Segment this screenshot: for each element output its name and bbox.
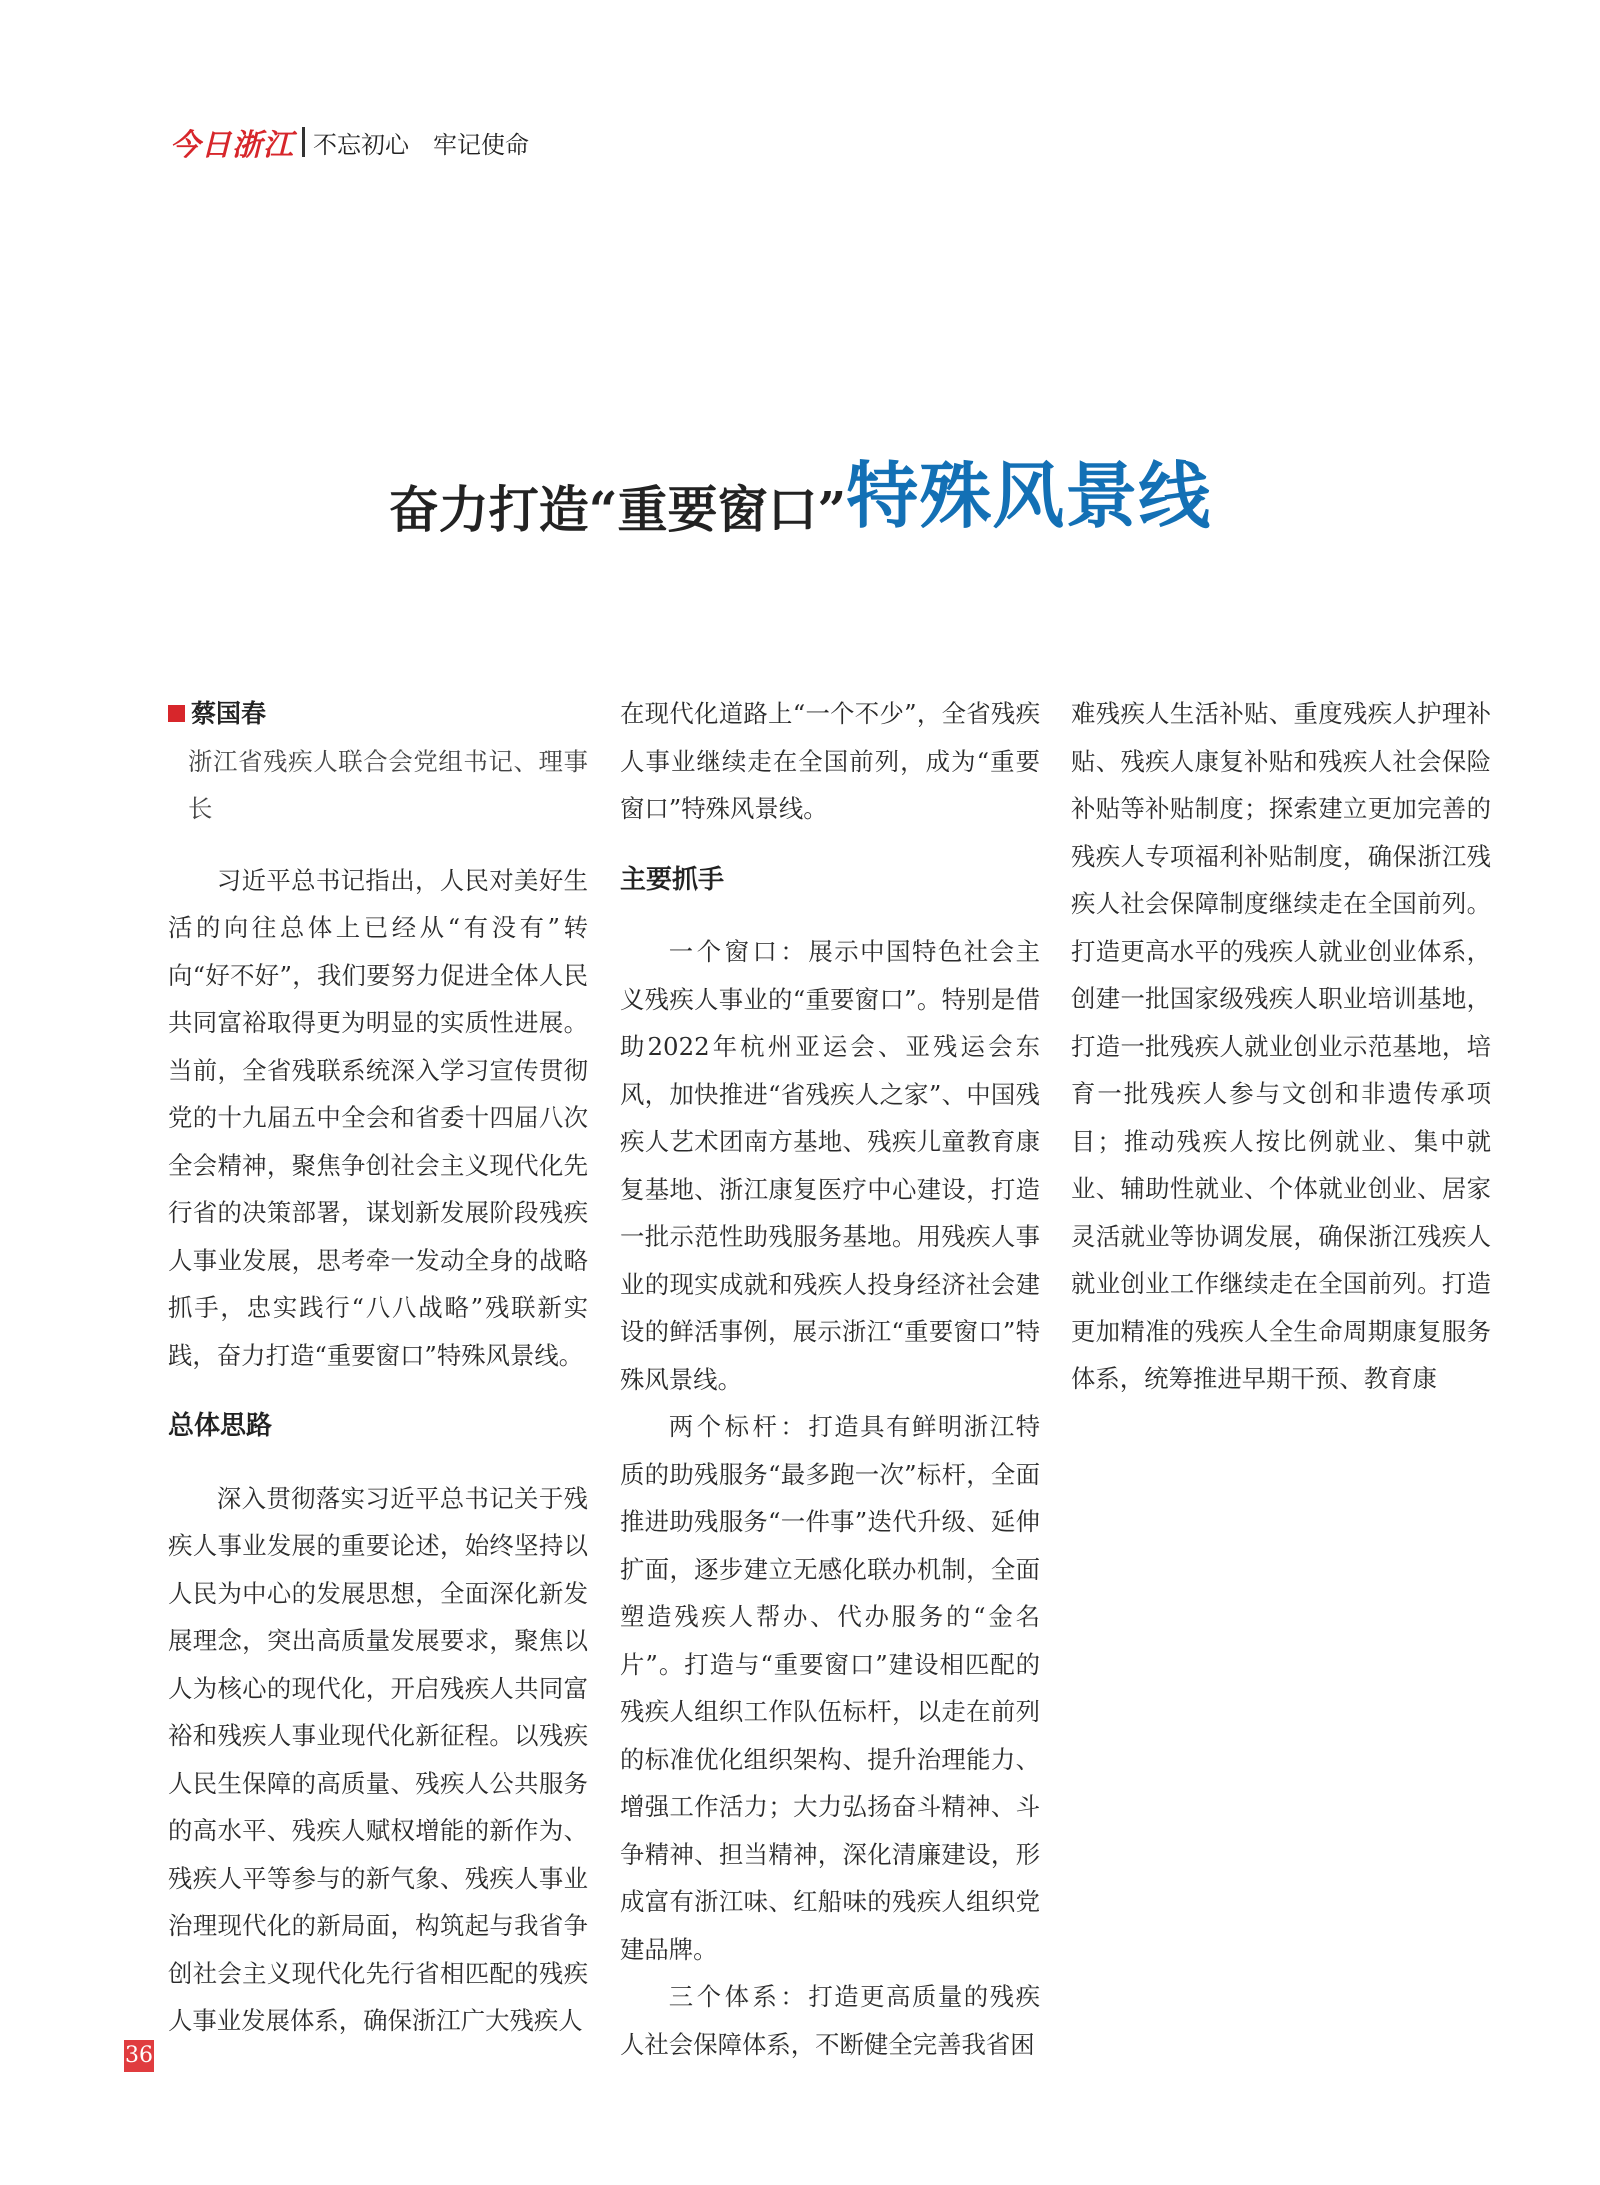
spacer xyxy=(620,904,1040,928)
text-column-2 xyxy=(620,690,1040,2068)
item-1-lead: 一个窗口： xyxy=(668,937,809,966)
header-divider xyxy=(302,127,305,157)
section-heading-main: 主要抓手 xyxy=(620,864,725,895)
text-column-3 xyxy=(1071,690,1491,1403)
text-column-1 xyxy=(168,690,588,2045)
item-2-paragraph xyxy=(620,1403,1040,1973)
section1-paragraph: 深入贯彻落实习近平总书记关于残疾人事业发展的重要论述，始终坚持以人民为中心的发展思想，全面深化新发展理念，突出高质量发展要求，聚焦以人为核心的现代化，开启残疾人共同富裕和残疾人事业现代化新征程。以残疾人民生保障的高质量、残疾人公共服务的高水平、残疾人赋权增能的新作为、残疾人平等参与的新气象、残疾人事业治理现代化的新局面，构筑起与我省争创社会主义现代化先行省相匹配的残疾人事业发展体系，确保浙江广大残疾人 xyxy=(168,1483,588,2035)
item-1-text: 展示中国特色社会主义残疾人事业的“重要窗口”。特别是借助2022年杭州亚运会、亚残运会东风，加快推进“省残疾人之家”、中国残疾人艺术团南方基地、残疾儿童教育康复基地、浙江康复医疗中心建设，打造一批示范性助残服务基地。用残疾人事业的现实成就和残疾人投身经济社会建设的鲜活事例，展示浙江“重要窗口”特殊风景线。 xyxy=(620,937,1040,1394)
item-3-text: 打造更高质量的残疾人社会保障体系，不断健全完善我省困 xyxy=(620,1982,1040,2059)
page-header xyxy=(170,122,529,162)
intro-paragraph: 习近平总书记指出，人民对美好生活的向往总体上已经从“有没有”转向“好不好”，我们要努力促进全体人民共同富裕取得更为明显的实质性进展。当前，全省残联系统深入学习宣传贯彻党的十九届五中全会和省委十四届八次全会精神，聚焦争创社会主义现代化先行省的决策部署，谋划新发展阶段残疾人事业发展，思考牵一发动全身的战略抓手，忠实践行“八八战略”残联新实践，奋力打造“重要窗口”特殊风景线。 xyxy=(168,865,588,1370)
section-heading-overall: 总体思路 xyxy=(168,1411,273,1441)
author-marker-icon xyxy=(168,705,185,722)
slogan-part-1: 不忘初心 xyxy=(313,130,409,159)
author-title: 浙江省残疾人联合会党组书记、理事长 xyxy=(188,746,588,823)
title-part-1: 奋力打造“重要窗口” xyxy=(388,480,847,539)
spacer xyxy=(620,833,1040,857)
item-3-paragraph xyxy=(620,1973,1040,2068)
item-2-lead: 两个标杆： xyxy=(668,1412,809,1441)
section1-paragraph-cont: 在现代化道路上“一个不少”，全省残疾人事业继续走在全国前列，成为“重要窗口”特殊风景线。 xyxy=(620,699,1040,823)
item-1-paragraph xyxy=(620,928,1040,1403)
item-3-paragraph-cont: 难残疾人生活补贴、重度残疾人护理补贴、残疾人康复补贴和残疾人社会保险补贴等补贴制度；探索建立更加完善的残疾人专项福利补贴制度，确保浙江残疾人社会保障制度继续走在全国前列。打造更高水平的残疾人就业创业体系，创建一批国家级残疾人职业培训基地，打造一批残疾人就业创业示范基地，培育一批残疾人参与文创和非遗传承项目；推动残疾人按比例就业、集中就业、辅助性就业、个体就业创业、居家灵活就业等协调发展，确保浙江残疾人就业创业工作继续走在全国前列。打造更加精准的残疾人全生命周期康复服务体系，统筹推进早期干预、教育康 xyxy=(1071,699,1491,1393)
author-line xyxy=(168,690,588,738)
article-title xyxy=(0,438,1600,542)
slogan-part-2: 牢记使命 xyxy=(433,130,529,159)
author-name: 蔡国春 xyxy=(191,699,267,728)
header-slogan xyxy=(313,125,529,160)
item-3-lead: 三个体系： xyxy=(668,1982,809,2011)
item-2-text: 打造具有鲜明浙江特质的助残服务“最多跑一次”标杆，全面推进助残服务“一件事”迭代升级、延伸扩面，逐步建立无感化联办机制，全面塑造残疾人帮办、代办服务的“金名片”。打造与“重要窗口”建设相匹配的残疾人组织工作队伍标杆，以走在前列的标准优化组织架构、提升治理能力、增强工作活力；大力弘扬奋斗精神、斗争精神、担当精神，深化清廉建设，形成富有浙江味、红船味的残疾人组织党建品牌。 xyxy=(620,1412,1040,1964)
title-part-2: 特殊风景线 xyxy=(846,454,1212,538)
magazine-logo: 今日浙江 xyxy=(170,128,294,163)
page-number: 36 xyxy=(124,2040,154,2072)
